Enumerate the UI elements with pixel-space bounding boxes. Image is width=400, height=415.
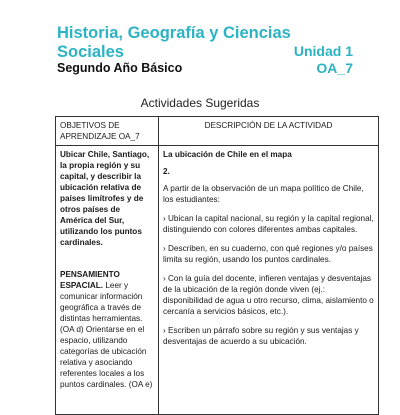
section-title: Actividades Sugeridas bbox=[140, 96, 260, 110]
learning-objective: Ubicar Chile, Santiago, la propia región y su capital, y describir la ubicación relativa de países limítrofes y de otros países de América del Sur, utilizando los puntos cardinales. bbox=[60, 150, 150, 247]
skill-text: Leer y comunicar información geográfica a través de distintas herramientas. (OA d) Orientarse en el espacio, utilizando categorías de ubicación relativa y asociando referentes locales a los puntos cardinales. (OA e) bbox=[60, 281, 153, 389]
skill-label: PENSAMIENTO ESPACIAL. bbox=[60, 270, 120, 290]
table-row bbox=[56, 146, 379, 415]
description-cell bbox=[159, 146, 379, 415]
activities-table bbox=[55, 116, 379, 415]
objectives-cell bbox=[56, 146, 159, 415]
table-header-row bbox=[56, 117, 379, 146]
skill-block bbox=[60, 269, 154, 390]
description-column-header: DESCRIPCIÓN DE LA ACTIVIDAD bbox=[159, 117, 379, 146]
subject-title: Historia, Geografía y Ciencias Sociales bbox=[57, 24, 291, 61]
activity-step: › Describen, en su cuaderno, con qué regiones y/o países limita su región, usando los puntos cardinales. bbox=[163, 243, 374, 265]
objective-code: OA_7 bbox=[316, 60, 353, 76]
activity-step: › Con la guía del docente, infieren ventajas y desventajas de la ubicación de la región donde viven (ej.: disponibilidad de agua u otro recurso, clima, aislamiento o cercanía a servicios básicos, etc.). bbox=[163, 273, 374, 317]
activity-number: 2. bbox=[163, 167, 170, 176]
objectives-column-header: OBJETIVOS DE APRENDIZAJE OA_7 bbox=[56, 117, 159, 146]
activity-step: › Ubican la capital nacional, su región y la capital regional, distinguiendo con colores diferentes ambas capitales. bbox=[163, 213, 374, 235]
unit-label: Unidad 1 bbox=[293, 43, 353, 59]
activity-title: La ubicación de Chile en el mapa bbox=[163, 150, 292, 159]
activity-intro: A partir de la observación de un mapa político de Chile, los estudiantes: bbox=[163, 184, 364, 204]
grade-label: Segundo Año Básico bbox=[57, 61, 183, 75]
activity-step: › Escriben un párrafo sobre su región y sus ventajas y desventajas de acuerdo a su ubicación. bbox=[163, 325, 374, 347]
